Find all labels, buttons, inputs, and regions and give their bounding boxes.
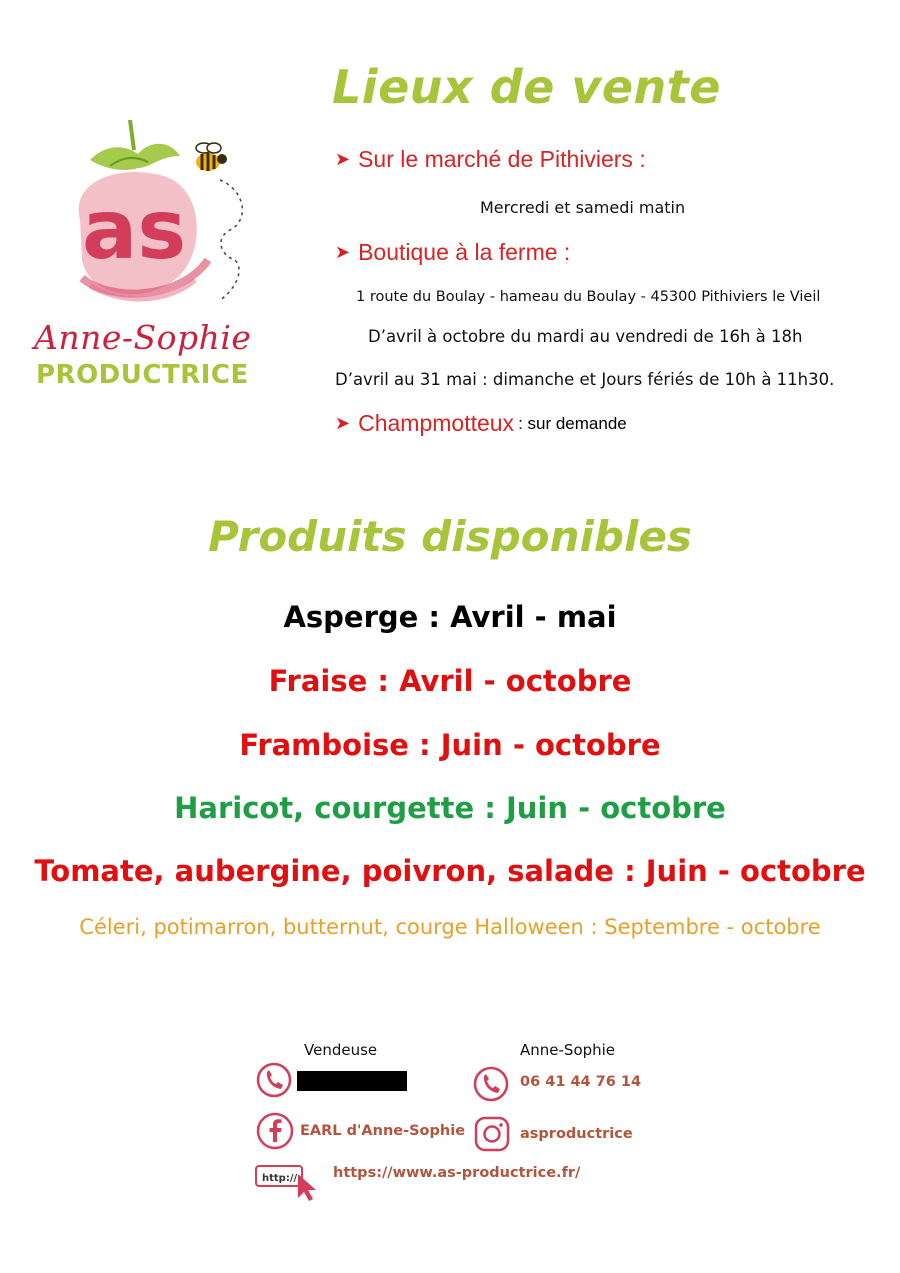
- boutique-hours-2: D’avril au 31 mai : dimanche et Jours fériés de 10h à 11h30.: [335, 370, 835, 389]
- logo-illustration: [30, 110, 260, 320]
- lieu-champmotteux: [335, 410, 627, 437]
- vendeuse-label: Vendeuse: [304, 1041, 378, 1059]
- lieu-marche: [335, 146, 646, 173]
- instagram-link[interactable]: asproductrice: [520, 1126, 633, 1142]
- phone-number[interactable]: 06 41 44 76 14: [520, 1074, 642, 1090]
- produit-item: Tomate, aubergine, poivron, salade : Juin - octobre: [34, 854, 866, 888]
- arrow-bullet-icon: ➤: [335, 413, 351, 433]
- instagram-icon[interactable]: [473, 1115, 511, 1153]
- redacted-phone: [297, 1071, 407, 1091]
- lieu-champmotteux-label: Champmotteux: [358, 410, 515, 436]
- produit-item: Framboise : Juin - octobre: [239, 728, 661, 762]
- lieu-marche-label: Sur le marché de Pithiviers :: [358, 146, 646, 172]
- website-link[interactable]: https://www.as-productrice.fr/: [333, 1165, 581, 1181]
- facebook-link[interactable]: EARL d'Anne-Sophie: [300, 1123, 466, 1139]
- lieu-boutique-label: Boutique à la ferme :: [358, 239, 571, 265]
- produit-item: Asperge : Avril - mai: [283, 600, 617, 634]
- lieu-champmotteux-detail: : sur demande: [518, 413, 627, 433]
- arrow-bullet-icon: ➤: [335, 149, 351, 169]
- produit-item: Haricot, courgette : Juin - octobre: [174, 791, 726, 825]
- lieu-boutique: [335, 239, 570, 266]
- boutique-address: 1 route du Boulay - hameau du Boulay - 45300 Pithiviers le Vieil: [356, 289, 821, 305]
- logo-name: Anne-Sophie: [34, 318, 252, 357]
- lieux-title: Lieux de vente: [332, 60, 721, 114]
- logo-tagline: PRODUCTRICE: [36, 360, 249, 390]
- produit-item: Céleri, potimarron, butternut, courge Halloween : Septembre - octobre: [79, 915, 821, 939]
- produits-title: Produits disponibles: [208, 512, 692, 561]
- lieu-marche-detail: Mercredi et samedi matin: [480, 198, 686, 217]
- anne-sophie-label: Anne-Sophie: [520, 1041, 616, 1059]
- web-link-icon[interactable]: [254, 1160, 320, 1202]
- facebook-icon[interactable]: [256, 1112, 294, 1150]
- phone-icon: [256, 1062, 292, 1098]
- arrow-bullet-icon: ➤: [335, 242, 351, 262]
- boutique-hours-1: D’avril à octobre du mardi au vendredi de 16h à 18h: [368, 327, 803, 346]
- phone-icon: [473, 1066, 509, 1102]
- produit-item: Fraise : Avril - octobre: [268, 664, 632, 698]
- http-text: http://: [262, 1173, 298, 1184]
- logo-monogram: as: [82, 183, 187, 278]
